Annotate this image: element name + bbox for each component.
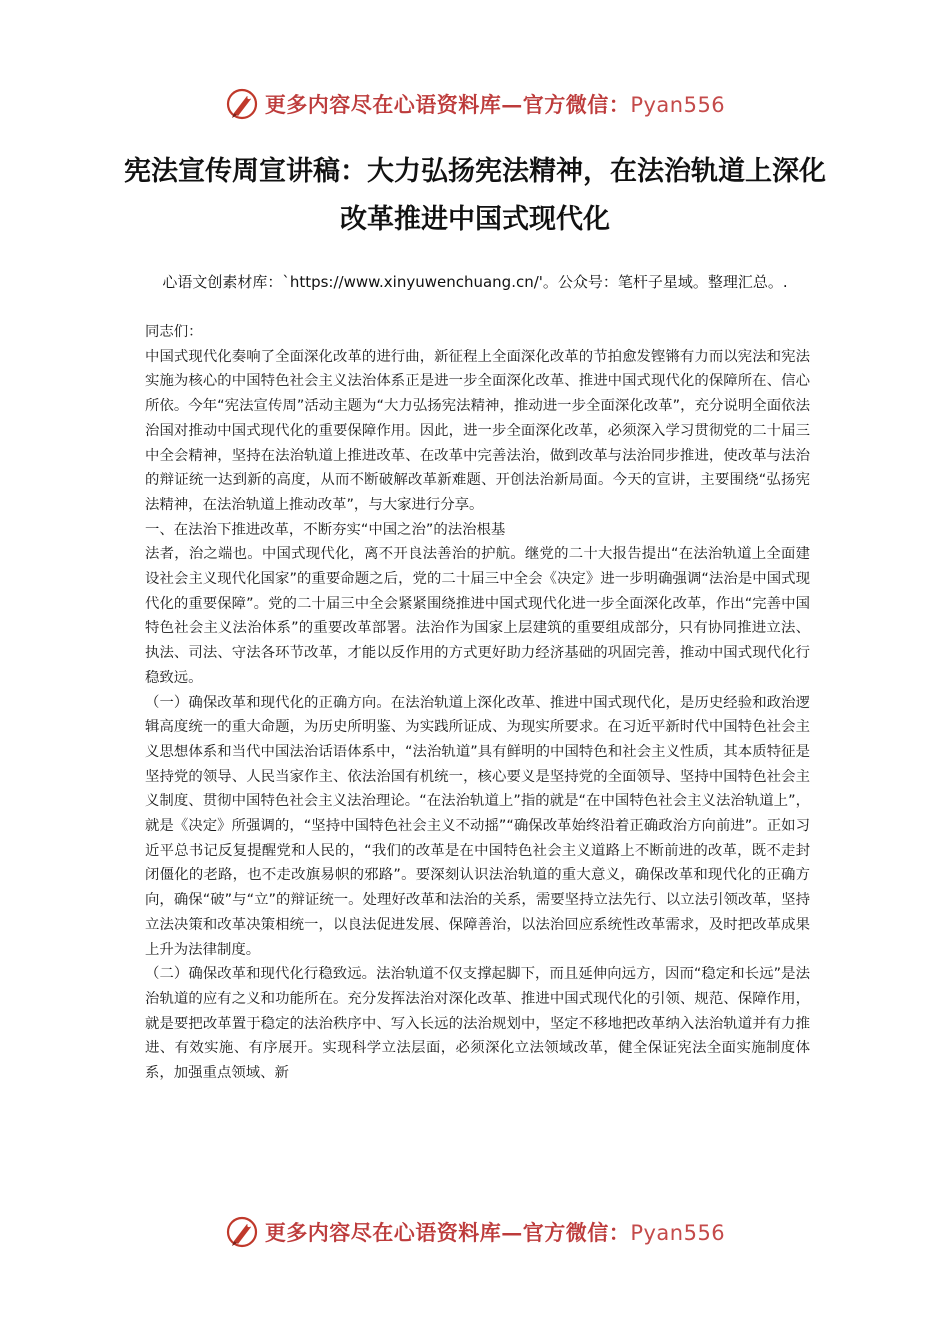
document-title: 宪法宣传周宣讲稿：大力弘扬宪法精神，在法治轨道上深化改革推进中国式现代化 [124,156,826,235]
section-heading: 一、在法治下推进改革，不断夯实“中国之治”的法治根基 [145,521,506,538]
document-body [145,320,810,1086]
paragraph: 法者，治之端也。中国式现代化，离不开良法善治的护航。继党的二十大报告提出“在法治轨道上全面建设社会主义现代化国家”的重要命题之后，党的二十届三中全会《决定》进一步明确强调“法治是中国式现代化的重要保障”。党的二十届三中全会紧紧围绕推进中国式现代化进一步全面深化改革，作出“完善中国特色社会主义法治体系”的重要改革部署。法治作为国家上层建筑的重要组成部分，只有协同推进立法、执法、司法、守法各环节改革，才能以反作用的方式更好助力经济基础的巩固完善，推动中国式现代化行稳致远。 [145,546,810,686]
paragraph: （一）确保改革和现代化的正确方向。在法治轨道上深化改革、推进中国式现代化，是历史经验和政治逻辑高度统一的重大命题，为历史所明鉴、为实践所证成、为现实所要求。在习近平新时代中国特色社会主义思想体系和当代中国法治话语体系中，“法治轨道”具有鲜明的中国特色和社会主义性质，其本质特征是坚持党的领导、人民当家作主、依法治国有机统一，核心要义是坚持党的全面领导、坚持中国特色社会主义制度、贯彻中国特色社会主义法治理论。“在法治轨道上”指的就是“在中国特色社会主义法治轨道上”，就是《决定》所强调的，“坚持中国特色社会主义不动摇”“确保改革始终沿着正确政治方向前进”。正如习近平总书记反复提醒党和人民的，“我们的改革是在中国特色社会主义道路上不断前进的改革，既不走封闭僵化的老路，也不走改旗易帜的邪路”。要深刻认识法治轨道的重大意义，确保改革和现代化的正确方向，确保“破”与“立”的辩证统一。处理好改革和法治的关系，需要坚持立法先行、以立法引领改革，坚持立法决策和改革决策相统一，以良法促进发展、保障善治，以法治回应系统性改革需求，及时把改革成果上升为法律制度。 [145,694,810,958]
footer-banner[interactable] [0,1210,950,1254]
wechat-id: Pyan556 [630,93,726,117]
paragraph: （二）确保改革和现代化行稳致远。法治轨道不仅支撑起脚下，而且延伸向远方，因而“稳定和长远”是法治轨道的应有之义和功能所在。充分发挥法治对深化改革、推进中国式现代化的引领、规范、保障作用，就是要把改革置于稳定的法治秩序中、写入长远的法治规划中，坚定不移地把改革纳入法治轨道并有力推进、有效实施、有序展开。实现科学立法层面，必须深化立法领域改革，健全保证宪法全面实施制度体系，加强重点领域、新 [145,966,810,1082]
paragraph: 中国式现代化奏响了全面深化改革的进行曲，新征程上全面深化改革的节拍愈发铿锵有力而以宪法和宪法实施为核心的中国特色社会主义法治体系正是进一步全面深化改革、推进中国式现代化的保障所在、信心所依。今年“宪法宣传周”活动主题为“大力弘扬宪法精神，推动进一步全面深化改革”，充分说明全面依法治国对推动中国式现代化的重要保障作用。因此，进一步全面深化改革，必须深入学习贯彻党的二十届三中全会精神，坚持在法治轨道上推进改革、在改革中完善法治，做到改革与法治同步推进，使改革与法治的辩证统一达到新的高度，从而不断破解改革新难题、开创法治新局面。今天的宣讲，主要围绕“弘扬宪法精神，在法治轨道上推动改革”，与大家进行分享。 [145,348,810,513]
greeting: 同志们： [145,324,203,340]
banner-text: 更多内容尽在心语资料库—官方微信：Pyan556 [264,1220,726,1245]
source-line: 心语文创素材库：`https://www.xinyuwenchuang.cn/'。公众号：笔杆子星域。整理汇总。. [162,273,788,291]
pen-nib-icon [225,1215,259,1249]
banner-text: 更多内容尽在心语资料库—官方微信：Pyan556 [264,92,726,117]
wechat-id: Pyan556 [630,1221,726,1245]
pen-nib-icon [225,87,259,121]
header-banner[interactable] [0,82,950,126]
